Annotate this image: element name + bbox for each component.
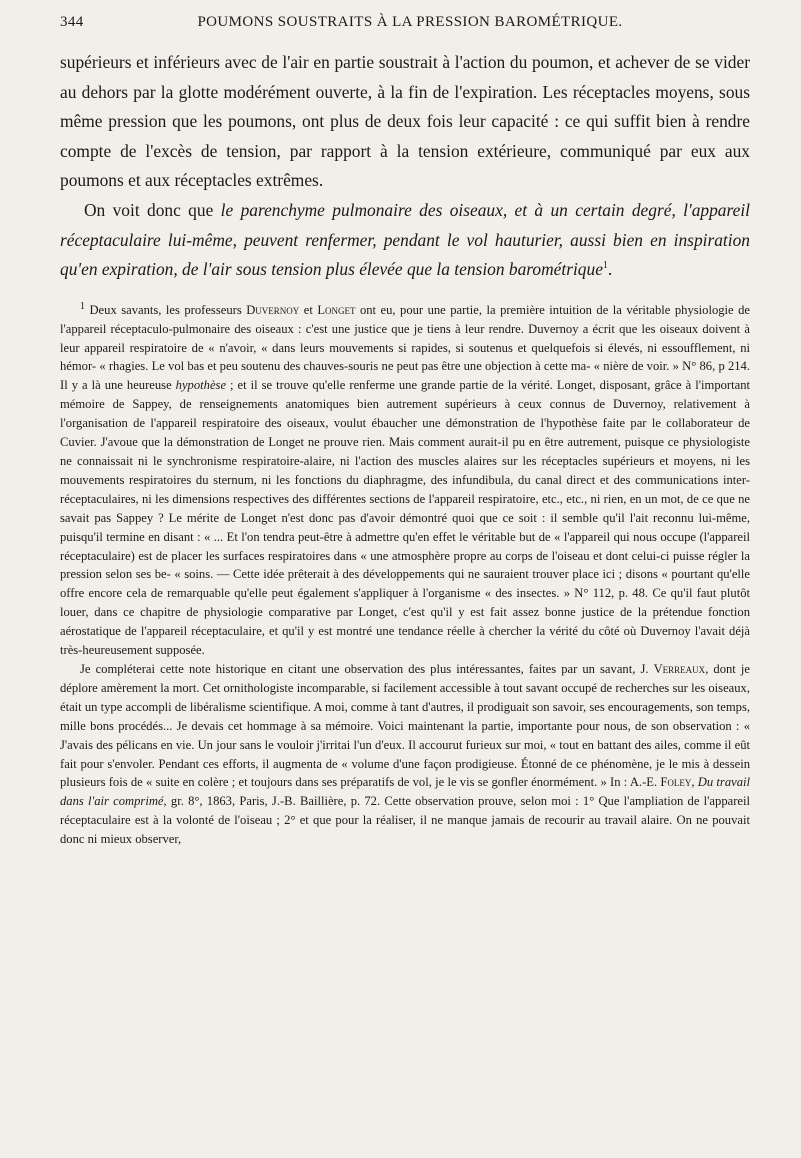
footnote-text: , dont je déplore amèrement la mort. Cet ornithologiste incomparable, si facilement accessible à tout savant occupé de recherches sur les oiseaux, était un type accompli de libéralisme scientifique. A moi, comme à tant d'autres, il prodiguait son savoir, ses encouragements, son temps, mille bons procédés... Je devais cet hommage à sa mémoire. Voici maintenant la partie, importante pour nous, de son observation : « J'avais des pélicans en vie. Un jour sans le vouloir j'irritai l'un d'eux. Il accourut furieux sur moi, « tout en battant des ailes, comme il eût fait pour s'envoler. Pendant ces efforts, il augmenta de « volume d'une façon prodigieuse. Étonné de ce phénomène, je le mis à dessein plusieurs fois de « suite en colère ; et toujours dans ses préparatifs de vol, je le vis se gonfler énormément. » In : A.-E.: [60, 661, 750, 790]
footnote: [60, 301, 750, 849]
author-name: Verreaux: [653, 661, 706, 676]
footnote-text: Je compléterai cette note historique en citant une observation des plus intéressantes, faites par un savant, J.: [80, 661, 654, 676]
citation-title: Du travail dans l'air comprimé: [60, 775, 751, 809]
paragraph-conclusion-emphasis: le parenchyme pulmonaire des oiseaux, et à un certain degré, l'appareil réceptaculaire lui-même, peuvent renfermer, pendant le vol hauturier, aussi bien en inspiration qu'en expiration, de l'air sous tension plus élevée que la tension barométrique: [60, 199, 750, 280]
footnote-paragraph-2: [60, 660, 750, 849]
footnote-text: ; et il se trouve qu'elle renferme une grande partie de la vérité. Longet, disposant, grâce à l'important mémoire de Sappey, de renseignements anatomiques bien autrement supérieurs à ceux connus de Duvernoy, relativement à l'organisation de l'appareil respiratoire des oiseaux, voulut ébaucher une démonstration de l'hypothèse faite par le collaborateur de Cuvier. J'avoue que la démonstration de Longet ne prouve rien. Mais comment aurait-il pu en être autrement, puisque ce physiologiste ne connaissait ni le synchronisme respiratoire-alaire, ni l'action des muscles alaires sur les réceptacles supérieurs et moyens, ni les mouvements respiratoires du sternum, ni les fonctions du diaphragme, des infundibula, du canal direct et des communications inter-réceptaculaires, ni les dimensions respectives des différentes sections de l'appareil respiratoire, etc., etc., ni rien, en un mot, de ce que ne savait pas Sappey ? Le mérite de Longet n'est donc pas d'avoir démontré quoi que ce soit : il semble qu'il l'ait reconnu lui-même, puisqu'il termine en disant : « ... Et l'on tendra peut-être à admettre qu'en effet le véritable but de « l'appareil qui nous occupe (l'appareil réceptaculaire) est de placer les surfaces respiratoires dans « une atmosphère propre au corps de l'oiseau et dont celui-ci puisse régler la pression selon ses be- « soins. — Cette idée prêterait à des développements qui ne sauraient trouver place ici ; disons « pourtant qu'elle offre encore cela de remarquable qu'elle peut également s'appliquer à l'organisme « des insectes. » N° 112, p. 48. Ce qu'il faut plutôt louer, dans ce chapitre de physiologie comparative par Longet, c'est qu'il y est fait assez bonne justice de la prétendue fonction aérostatique de l'appareil réceptaculaire, et qu'il y est montré une tendance réelle à chercher la vérité du côté où Duvernoy l'avait déjà très-heureusement supposée.: [60, 378, 750, 658]
footnote-text: , gr. 8°, 1863, Paris, J.-B. Baillière, p. 72. Cette observation prouve, selon moi : 1° Que l'ampliation de l'appareil réceptaculaire est à la volonté de l'oiseau ; 2° et que pour la réaliser, il ne manque jamais de recourir au travail alaire. On ne pouvait donc ni mieux observer,: [60, 794, 750, 847]
page-number: 344: [60, 14, 84, 30]
footnote-text: ont eu, pour une partie, la première intuition de la véritable physiologie de l'appareil réceptaculo-pulmonaire des oiseaux : c'est une justice que je tiens à leur rendre. Duvernoy a écrit que les oiseaux doivent à leur appareil respiratoire de « n'avoir, « dans leurs mouvements si rapides, si soutenus et quelquefois si élevés, ni essoufflement, ni hémor- « rhagies. Le vol bas et peu soutenu des chauves-souris ne peut pas être une objection à cette ma- « nière de voir. » N° 86, p 214. Il y a là une heureuse: [60, 302, 750, 393]
page-header: [60, 14, 750, 40]
main-text: [60, 48, 750, 285]
author-name: Foley: [660, 775, 692, 790]
author-name: Duvernoy: [246, 302, 300, 317]
footnote-paragraph-1: [60, 301, 750, 660]
footnote-emphasis: hypothèse: [175, 378, 227, 393]
footnote-reference[interactable]: 1: [602, 260, 608, 272]
book-page: [60, 14, 750, 849]
paragraph-continued: supérieurs et inférieurs avec de l'air en partie soustrait à l'action du poumon, et achever de se vider au dehors par la glotte modérément ouverte, à la fin de l'expiration. Les réceptacles moyens, sous même pression que les poumons, ont plus de deux fois leur capacité : ce qui suffit bien à rendre compte de l'excès de tension, par rapport à la tension extérieure, communiqué par eux aux poumons et aux réceptacles extrêmes.: [60, 52, 750, 191]
author-name: Longet: [317, 302, 356, 317]
running-title: POUMONS SOUSTRAITS À LA PRESSION BAROMÉTRIQUE.: [197, 14, 623, 30]
footnote-text: ,: [691, 775, 698, 790]
footnote-marker: 1: [80, 300, 85, 312]
footnote-text: et: [299, 302, 318, 317]
paragraph-conclusion-end: .: [607, 259, 613, 280]
paragraph-conclusion-lead: On voit donc que: [84, 199, 221, 220]
footnote-text: Deux savants, les professeurs: [85, 302, 247, 317]
paragraph-conclusion: [60, 196, 750, 285]
